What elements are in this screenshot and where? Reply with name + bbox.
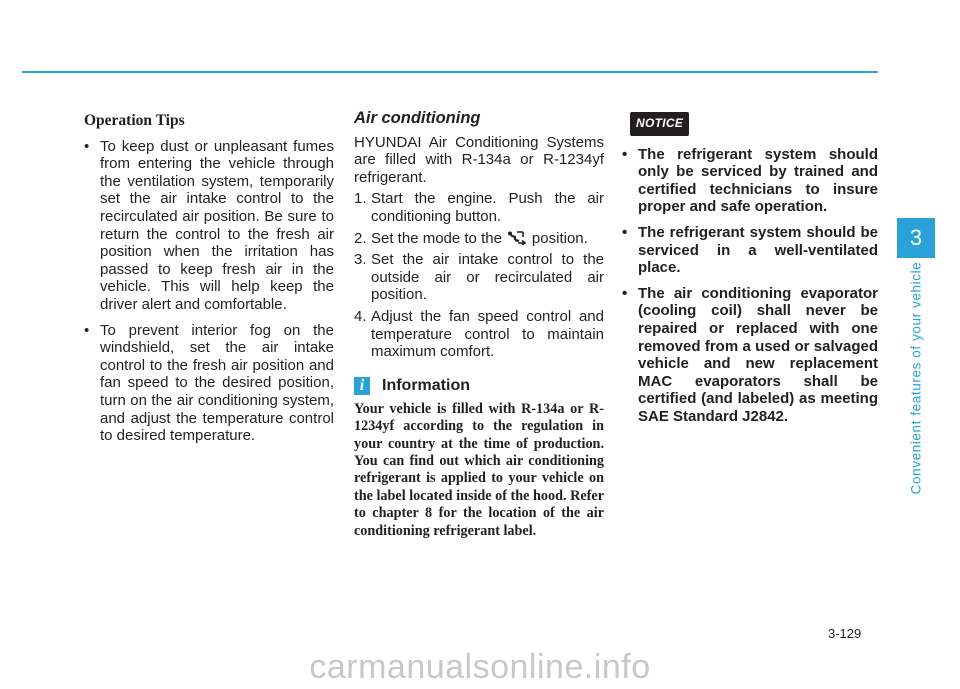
operation-tips-heading: Operation Tips	[84, 112, 185, 129]
air-conditioning-steps	[354, 190, 604, 360]
watermark: carmanualsonline.info	[309, 648, 651, 686]
step-text: Adjust the fan speed control and temperature control to maintain maximum comfort.	[371, 307, 604, 361]
list-item	[622, 146, 878, 216]
chapter-tab: 3	[897, 218, 935, 258]
notice-list	[622, 146, 878, 426]
list-item-text: To keep dust or unpleasant fumes from entering the vehicle through the ventilation system, temporarily set the air intake control to the recirculated air position. Be sure to return the control to the fresh air position when the irritation has passed to keep fresh air in the vehicle. This will help keep the driver alert and comfortable.	[100, 137, 334, 313]
air-conditioning-title: Air conditioning	[354, 109, 481, 127]
bullet-marker: •	[622, 223, 628, 241]
page-number: 3-129	[828, 626, 862, 641]
information-body: Your vehicle is filled with R-134a or R-1234yf according to the regulation in your country at the time of production. You can find out which air conditioning refrigerant is applied to your vehicle on the label located inside of the hood. Refer to chapter 8 for the location of the air conditioning refrigerant label.	[354, 400, 604, 539]
information-header	[354, 377, 604, 395]
list-item	[84, 138, 334, 314]
step-text: Set the air intake control to the outside air or recirculated air position.	[371, 251, 604, 304]
list-item-text: The air conditioning evaporator (cooling coil) shall never be repaired or replaced with one removed from a used or salvaged vehicle and new replacement MAC evaporators shall be certified (and labeled) as meeting SAE Standard J2842.	[638, 284, 878, 425]
list-item	[622, 285, 878, 426]
information-title: Information	[382, 376, 470, 394]
bullet-marker: •	[622, 145, 628, 163]
air-conditioning-column	[354, 108, 604, 540]
notice-badge: NOTICE	[630, 112, 689, 136]
list-item-text: To prevent interior fog on the windshield, set the air intake control to the fresh air position and fan speed to the desired position, turn on the air conditioning system, and adjust the temperature control to desired temperature.	[100, 321, 334, 445]
bullet-marker: •	[84, 321, 90, 339]
list-item	[84, 322, 334, 445]
operation-tips-column	[84, 108, 334, 453]
chapter-title: Convenient features of your vehicle	[908, 261, 924, 495]
air-conditioning-intro: HYUNDAI Air Conditioning Systems are filled with R-134a or R-1234yf refrigerant.	[354, 133, 604, 186]
step-item	[354, 251, 604, 304]
step-item	[354, 230, 604, 248]
step-text-before: Set the mode to the	[371, 229, 502, 247]
step-text-after: position.	[531, 229, 588, 247]
step-text: Start the engine. Push the air conditioning button.	[371, 190, 604, 225]
notice-column	[622, 108, 878, 434]
step-number: 3.	[354, 251, 367, 269]
bullet-marker: •	[622, 284, 628, 302]
step-item	[354, 190, 604, 225]
list-item	[622, 224, 878, 277]
step-number: 4.	[354, 307, 367, 325]
step-number: 1.	[354, 190, 367, 208]
header-rule	[22, 71, 878, 73]
bullet-marker: •	[84, 137, 90, 155]
list-item-text: The refrigerant system should only be serviced by trained and certified technicians to insure proper and safe operation.	[638, 145, 878, 216]
floor-mode-icon	[506, 231, 526, 245]
operation-tips-list	[84, 138, 334, 445]
information-icon: i	[354, 377, 370, 395]
list-item-text: The refrigerant system should be serviced in a well-ventilated place.	[638, 223, 878, 277]
step-number: 2.	[354, 229, 367, 247]
step-item	[354, 308, 604, 361]
